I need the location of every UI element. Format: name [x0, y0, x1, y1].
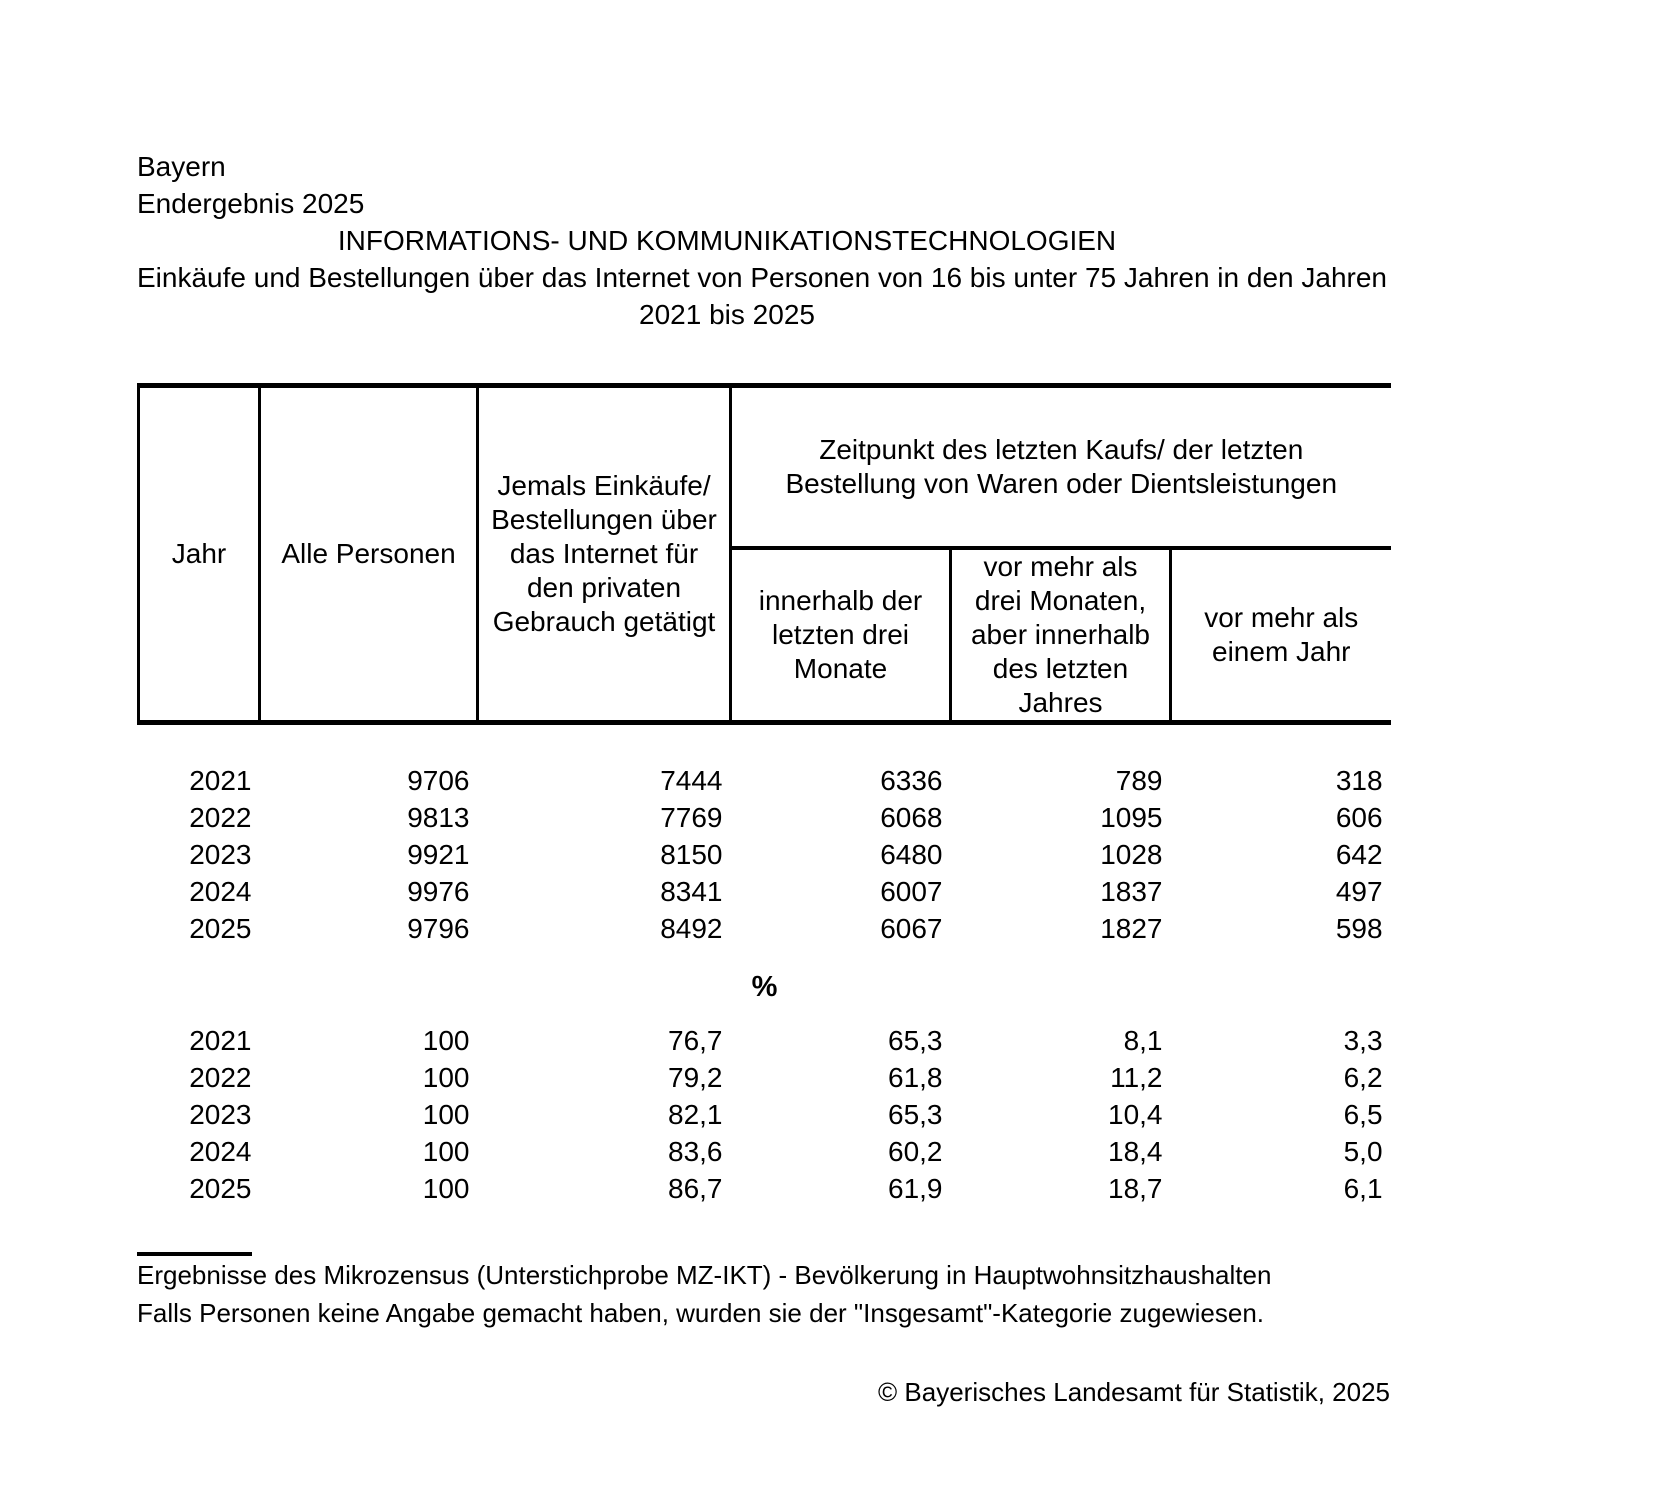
value-cell: 86,7	[668, 1172, 723, 1204]
value-cell: 9921	[407, 838, 470, 870]
value-cell: 60,2	[888, 1135, 943, 1167]
year-cell: 2025	[189, 912, 252, 944]
value-cell: 9813	[407, 801, 470, 833]
value-cell: 79,2	[668, 1061, 723, 1093]
column-header-jahr: Jahr	[139, 386, 260, 723]
value-cell: 100	[422, 1172, 470, 1204]
year-cell: 2021	[189, 764, 252, 796]
year-cell: 2022	[189, 1061, 252, 1093]
table-row	[139, 1022, 1391, 1059]
table-row	[139, 910, 1391, 947]
value-cell: 11,2	[1110, 1061, 1163, 1093]
value-cell: 5,0	[1343, 1135, 1383, 1167]
value-cell: 100	[422, 1061, 470, 1093]
value-cell: 497	[1335, 875, 1383, 907]
value-cell: 10,4	[1108, 1098, 1163, 1130]
value-cell: 6,1	[1343, 1172, 1383, 1204]
table-row	[139, 836, 1391, 873]
column-header-jemals-einkaeufe: Jemals Einkäufe/ Bestellungen über das Internet für den privaten Gebrauch getätigt	[478, 386, 731, 723]
value-cell: 6007	[880, 875, 943, 907]
value-cell: 1095	[1100, 801, 1163, 833]
table-header	[139, 386, 1391, 723]
value-cell: 82,1	[668, 1098, 723, 1130]
value-cell: 6068	[880, 801, 943, 833]
value-cell: 1028	[1100, 838, 1163, 870]
year-cell: 2024	[189, 1135, 252, 1167]
result-status-label: Endergebnis 2025	[137, 188, 365, 219]
document-content	[137, 0, 1390, 1411]
value-cell: 9796	[407, 912, 470, 944]
value-cell: 6067	[880, 912, 943, 944]
value-cell: 9976	[407, 875, 470, 907]
year-cell: 2023	[189, 1098, 252, 1130]
value-cell: 318	[1335, 764, 1383, 796]
value-cell: 8150	[660, 838, 723, 870]
value-cell: 642	[1335, 838, 1383, 870]
value-cell: 18,7	[1108, 1172, 1163, 1204]
document-subtitle-line1: Einkäufe und Bestellungen über das Internet von Personen von 16 bis unter 75 Jahren in den Jahren	[137, 262, 1387, 293]
document-title: INFORMATIONS- UND KOMMUNIKATIONSTECHNOLOGIEN	[337, 225, 1117, 256]
value-cell: 7444	[660, 764, 723, 796]
value-cell: 100	[422, 1024, 470, 1056]
table-body	[139, 722, 1391, 1207]
column-header-vor-mehr-drei-monaten: vor mehr als drei Monaten, aber innerhalb des letzten Jahres	[951, 548, 1171, 723]
value-cell: 6480	[880, 838, 943, 870]
value-cell: 65,3	[888, 1098, 943, 1130]
value-cell: 598	[1335, 912, 1383, 944]
year-cell: 2025	[189, 1172, 252, 1204]
value-cell: 7769	[660, 801, 723, 833]
value-cell: 9706	[407, 764, 470, 796]
value-cell: 6336	[880, 764, 943, 796]
year-cell: 2021	[189, 1024, 252, 1056]
value-cell: 6,5	[1343, 1098, 1383, 1130]
footnote-source: Ergebnisse des Mikrozensus (Unterstichprobe MZ-IKT) - Bevölkerung in Hauptwohnsitzhaushalten	[137, 1260, 1272, 1290]
value-cell: 3,3	[1343, 1024, 1383, 1056]
value-cell: 83,6	[668, 1135, 723, 1167]
statistics-table	[137, 383, 1391, 1207]
column-header-zeitpunkt: Zeitpunkt des letzten Kaufs/ der letzten Bestellung von Waren oder Dientsleistungen	[731, 386, 1391, 548]
footnote-method: Falls Personen keine Angabe gemacht haben, wurden sie der "Insgesamt"-Kategorie zugewiesen.	[137, 1298, 1265, 1328]
value-cell: 100	[422, 1135, 470, 1167]
year-cell: 2022	[189, 801, 252, 833]
value-cell: 61,9	[888, 1172, 943, 1204]
table-row	[139, 1096, 1391, 1133]
column-header-vor-mehr-einem-jahr: vor mehr als einem Jahr	[1171, 548, 1391, 723]
value-cell: 6,2	[1343, 1061, 1383, 1093]
value-cell: 1827	[1100, 912, 1163, 944]
value-cell: 8,1	[1123, 1024, 1163, 1056]
value-cell: 8341	[660, 875, 723, 907]
table-row	[139, 762, 1391, 799]
table-header-row-1	[139, 386, 1391, 548]
percent-section-label: %	[751, 971, 778, 1003]
spacer-row	[139, 722, 1391, 762]
value-cell: 100	[422, 1098, 470, 1130]
copyright-notice: © Bayerisches Landesamt für Statistik, 2025	[878, 1377, 1390, 1407]
percent-section-row	[139, 969, 1391, 1006]
value-cell: 61,8	[888, 1061, 943, 1093]
spacer-row	[139, 1006, 1391, 1022]
column-header-alle-personen: Alle Personen	[260, 386, 478, 723]
value-cell: 789	[1115, 764, 1163, 796]
value-cell: 1837	[1100, 875, 1163, 907]
document-subtitle-line2: 2021 bis 2025	[639, 299, 815, 330]
value-cell: 76,7	[668, 1024, 723, 1056]
region-label: Bayern	[137, 151, 226, 182]
table-row	[139, 1059, 1391, 1096]
table-row	[139, 1170, 1391, 1207]
year-cell: 2023	[189, 838, 252, 870]
year-cell: 2024	[189, 875, 252, 907]
value-cell: 18,4	[1108, 1135, 1163, 1167]
value-cell: 65,3	[888, 1024, 943, 1056]
table-row	[139, 799, 1391, 836]
value-cell: 8492	[660, 912, 723, 944]
heading-block	[137, 222, 1387, 333]
table-row	[139, 873, 1391, 910]
spacer-row	[139, 947, 1391, 969]
value-cell: 606	[1335, 801, 1383, 833]
table-row	[139, 1133, 1391, 1170]
column-header-innerhalb-drei-monate: innerhalb der letzten drei Monate	[731, 548, 951, 723]
